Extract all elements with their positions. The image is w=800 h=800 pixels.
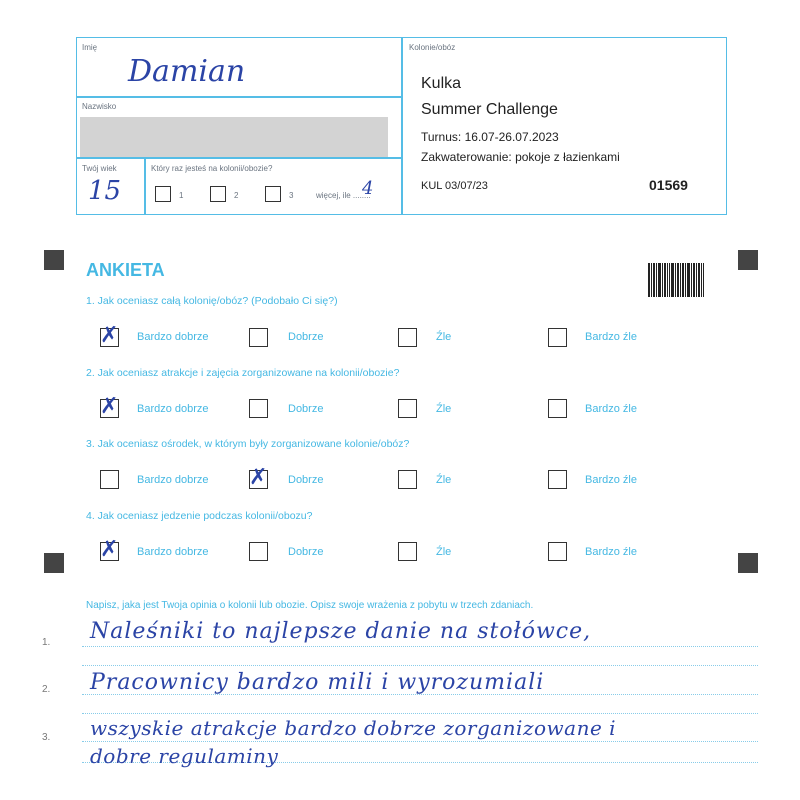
- q4-option-dobrze[interactable]: [249, 542, 268, 561]
- line-number-3: 3.: [42, 732, 51, 743]
- camp-code: KUL 03/07/23: [421, 180, 488, 192]
- times-label: Który raz jesteś na kolonii/obozie?: [151, 164, 273, 173]
- q1-option-bardzo-dobrze[interactable]: [100, 323, 119, 348]
- name-divider: [76, 96, 402, 98]
- camp-name: Kulka: [421, 75, 462, 92]
- q1-label-zle: Źle: [436, 331, 452, 343]
- answer-line: [82, 665, 758, 666]
- q2-option-zle[interactable]: [398, 399, 417, 418]
- surname-redacted: [80, 117, 388, 157]
- q3-label-bardzo-dobrze: Bardzo dobrze: [137, 474, 209, 486]
- barcode: [648, 263, 704, 297]
- check-mark-icon: ✗: [100, 537, 119, 562]
- opinion-line-3[interactable]: wszyskie atrakcje bardzo dobrze zorganizowane i: [90, 716, 617, 740]
- q4-option-bardzo-dobrze[interactable]: [100, 537, 119, 562]
- turnus-value: 16.07-26.07.2023: [464, 130, 559, 144]
- q3-option-bardzo-zle[interactable]: [548, 470, 567, 489]
- check-mark-icon: ✗: [249, 465, 268, 490]
- check-mark-icon: ✗: [100, 394, 119, 419]
- q2-option-bardzo-dobrze[interactable]: [100, 394, 119, 419]
- q1-label-bardzo-dobrze: Bardzo dobrze: [137, 331, 209, 343]
- q1-option-dobrze[interactable]: [249, 328, 268, 347]
- times-option-2-checkbox[interactable]: [210, 186, 226, 202]
- camp-label: Kolonie/obóz: [409, 43, 456, 52]
- question-3: 3. Jak oceniasz ośrodek, w którym były zorganizowane kolonie/obóz?: [86, 438, 410, 450]
- q3-option-bardzo-dobrze[interactable]: [100, 470, 119, 489]
- q4-label-dobrze: Dobrze: [288, 546, 324, 558]
- accommodation-value: pokoje z łazienkami: [515, 150, 620, 164]
- age-label: Twój wiek: [82, 164, 117, 173]
- q2-label-dobrze: Dobrze: [288, 403, 324, 415]
- more-value[interactable]: 4: [362, 178, 374, 199]
- q1-option-bardzo-zle[interactable]: [548, 328, 567, 347]
- q3-label-dobrze: Dobrze: [288, 474, 324, 486]
- q2-label-bardzo-zle: Bardzo źle: [585, 403, 637, 415]
- age-value[interactable]: 15: [88, 176, 122, 206]
- turnus: [421, 130, 559, 144]
- q1-option-zle[interactable]: [398, 328, 417, 347]
- surname-label: Nazwisko: [82, 102, 117, 111]
- opinion-prompt: Napisz, jaka jest Twoja opinia o kolonii lub obozie. Opisz swoje wrażenia z pobytu w trzech zdaniach.: [86, 600, 534, 611]
- turnus-label: Turnus:: [421, 130, 462, 144]
- q2-option-bardzo-zle[interactable]: [548, 399, 567, 418]
- q4-label-bardzo-dobrze: Bardzo dobrze: [137, 546, 209, 558]
- question-1: 1. Jak oceniasz całą kolonię/obóz? (Podobało Ci się?): [86, 295, 338, 307]
- more-label: więcej, ile ........: [316, 191, 371, 200]
- q2-label-bardzo-dobrze: Bardzo dobrze: [137, 403, 209, 415]
- age-divider: [144, 157, 146, 215]
- line-number-2: 2.: [42, 684, 51, 695]
- q3-option-dobrze[interactable]: [249, 465, 268, 490]
- q4-label-bardzo-zle: Bardzo źle: [585, 546, 637, 558]
- answer-line: [82, 741, 758, 742]
- q3-label-zle: Źle: [436, 474, 452, 486]
- form-number: 01569: [649, 177, 688, 193]
- question-2: 2. Jak oceniasz atrakcje i zajęcia zorganizowane na kolonii/obozie?: [86, 367, 400, 379]
- times-option-1-checkbox[interactable]: [155, 186, 171, 202]
- registration-marker: [44, 250, 64, 270]
- q1-label-bardzo-zle: Bardzo źle: [585, 331, 637, 343]
- registration-marker: [738, 250, 758, 270]
- answer-line: [82, 646, 758, 647]
- times-option-1-label: 1: [179, 191, 184, 200]
- opinion-line-1[interactable]: Naleśniki to najlepsze danie na stołówce,: [90, 619, 592, 644]
- line-number-1: 1.: [42, 637, 51, 648]
- times-option-3-checkbox[interactable]: [265, 186, 281, 202]
- q2-option-dobrze[interactable]: [249, 399, 268, 418]
- q2-label-zle: Źle: [436, 403, 452, 415]
- answer-line: [82, 713, 758, 714]
- times-option-2-label: 2: [234, 191, 239, 200]
- q3-option-zle[interactable]: [398, 470, 417, 489]
- q3-label-bardzo-zle: Bardzo źle: [585, 474, 637, 486]
- first-name-label: Imię: [82, 43, 98, 52]
- q4-option-bardzo-zle[interactable]: [548, 542, 567, 561]
- registration-marker: [738, 553, 758, 573]
- check-mark-icon: ✗: [100, 323, 119, 348]
- q4-label-zle: Źle: [436, 546, 452, 558]
- opinion-line-2[interactable]: Pracownicy bardzo mili i wyrozumiali: [90, 670, 545, 695]
- opinion-line-4[interactable]: dobre regulaminy: [90, 744, 279, 768]
- registration-marker: [44, 553, 64, 573]
- survey-title: ANKIETA: [86, 260, 165, 280]
- q4-option-zle[interactable]: [398, 542, 417, 561]
- camp-subtitle: Summer Challenge: [421, 101, 558, 118]
- question-4: 4. Jak oceniasz jedzenie podczas kolonii/obozu?: [86, 510, 313, 522]
- first-name-value[interactable]: Damian: [128, 54, 246, 89]
- header-divider: [401, 37, 403, 215]
- accommodation: [421, 150, 620, 164]
- times-option-3-label: 3: [289, 191, 294, 200]
- accommodation-label: Zakwaterowanie:: [421, 150, 512, 164]
- surname-divider: [76, 157, 402, 159]
- q1-label-dobrze: Dobrze: [288, 331, 324, 343]
